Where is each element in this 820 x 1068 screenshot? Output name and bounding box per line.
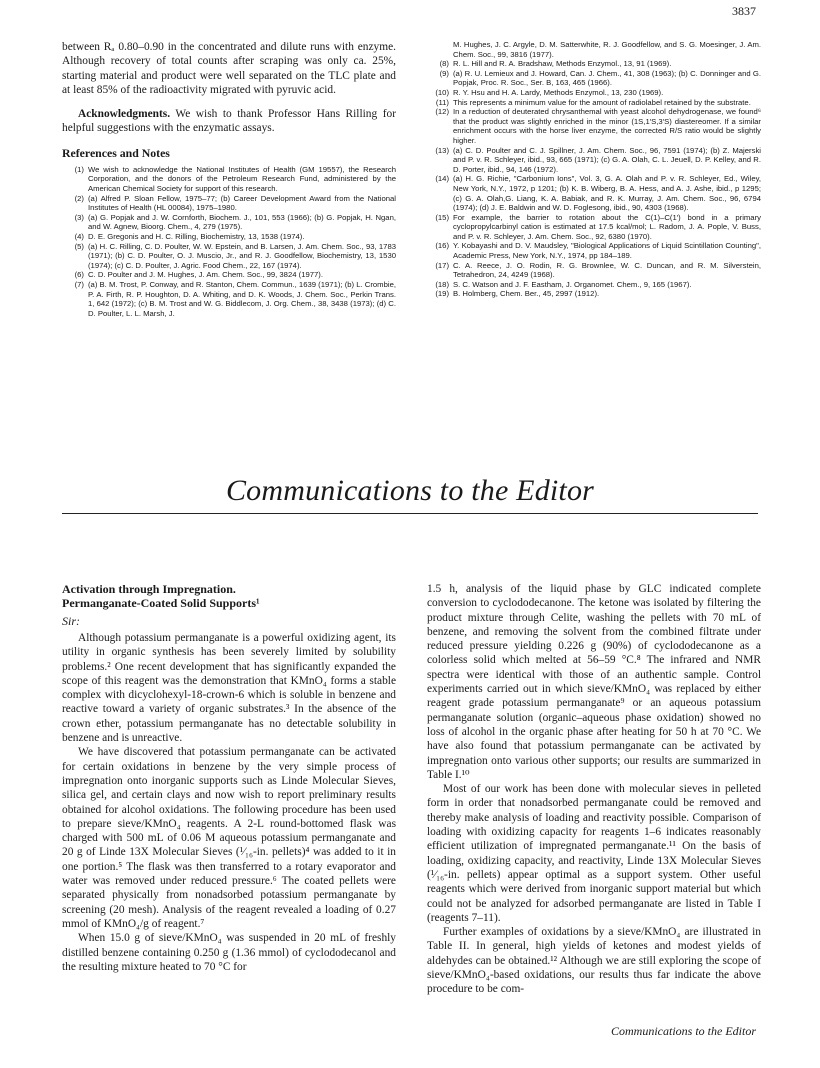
article-left-column [62,582,396,974]
reference-text: R. Y. Hsu and H. A. Lardy, Methods Enzymol., 13, 230 (1969). [453,87,664,97]
reference-text: Y. Kobayashi and D. V. Maudsley, "Biological Applications of Liquid Scintillation Counting", Academic Press, New York, N.Y., 1974, pp 184–189. [453,241,761,261]
article-paragraph: Further examples of oxidations by a sieve/KMnO₄ are illustrated in Table II. In general, high yields of ketones and modest yields of aldehydes can be obtained.¹² Although we are still exploring the scope of sieve/KMnO₄-based oxidations, our results thus far indicate the above procedure to be com- [427,926,761,996]
reference-text: C. D. Poulter and J. M. Hughes, J. Am. Chem. Soc., 99, 3824 (1977). [88,270,324,280]
reference-number: (8) [439,59,449,69]
reference-text: (a) R. U. Lemieux and J. Howard, Can. J. Chem., 41, 308 (1963); (b) C. Donninger and G. Popjak, Proc. R. Soc., Ser. B, 163, 465 (1966). [453,68,761,88]
reference-number: (5) [74,241,84,251]
reference-number: (1) [74,164,84,174]
reference-number: (7) [74,279,84,289]
reference-item [427,40,761,59]
reference-item [62,165,396,194]
reference-number: (11) [435,97,449,107]
reference-text: B. Holmberg, Chem. Ber., 45, 2997 (1912). [453,289,600,299]
reference-text: R. L. Hill and R. A. Bradshaw, Methods Enzymol., 13, 91 (1969). [453,59,672,69]
references-list-left [62,165,396,319]
reference-item [427,146,761,175]
article-title [62,582,396,610]
reference-number: (12) [435,107,449,117]
reference-text: (a) G. Popjak and J. W. Cornforth, Biochem. J., 101, 553 (1966); (b) G. Popjak, H. Ngan, and W. Agnew, Bioorg. Chem., 4, 279 (1975). [88,212,396,232]
reference-item [62,270,396,280]
reference-item [62,280,396,318]
top-left-column [62,40,396,318]
running-footer: Communications to the Editor [611,1024,756,1038]
section-title: Communications to the Editor [225,474,595,507]
reference-number: (4) [74,231,84,241]
reference-text: (a) Alfred P. Sloan Fellow, 1975–77; (b) Career Development Award from the National Institutes of Health (HL 00084), 1975–1980. [88,193,396,213]
reference-number: (3) [74,212,84,222]
reference-text: (a) H. G. Richie, "Carbonium Ions", Vol. 3, G. A. Olah and P. v. R. Schleyer, Ed., Wiley, New York, N.Y., 1972, p 1201; (b) K. B. Wiberg, B. A. Hess, and A. J. Ashe, ibid., p 1295; (c) G. A. Olah,G. Liang, K. A. Babiak, and R. K. Murray, J. Am. Chem. Soc., 96, 6794 (1974); (d) J. E. Baldwin and W. D. Foglesong, ibid., 90, 4303 (1968). [453,174,761,213]
reference-text: This represents a minimum value for the amount of radiolabel retained by the substrate. [453,97,751,107]
reference-item [62,242,396,271]
references-list-right [427,40,761,299]
article-right-column [427,582,761,997]
reference-text: S. C. Watson and J. F. Eastham, J. Organomet. Chem., 9, 165 (1967). [453,279,692,289]
acknowledgments-text: We wish to thank Professor Hans Rilling for helpful suggestions with the enzymatic assays. [62,108,396,135]
reference-text: In a reduction of deuterated chrysanthemal with yeast alcohol dehydrogenase, we found⁶ that the product was slightly enriched in the minor (1S,1′S,3′S) diastereomer. If a similar enrichment occurs with the horse liver enzyme, the corrected R/S ratio would be slightly higher. [453,107,761,145]
reference-text: (a) B. M. Trost, P. Conway, and R. Stanton, Chem. Commun., 1639 (1971); (b) L. Crombie, P. A. Firth, R. P. Houghton, D. A. Whiting, and D. K. Woods, J. Chem. Soc., Perkin Trans. 1, 642 (1972); (c) B. M. Trost and W. G. Biddlecom, J. Org. Chem., 38, 3438 (1973); (d) C. D. Poulter, L. L. Marsh, J. [88,279,396,318]
reference-item [427,59,761,69]
article-title-line-2: Permanganate-Coated Solid Supports¹ [62,596,260,610]
reference-number: (16) [435,241,449,251]
top-right-column [427,40,761,299]
reference-number: (10) [435,87,449,97]
reference-text: We wish to acknowledge the National Institutes of Health (GM 19557), the Research Corporation, and the donors of the Petroleum Research Fund, administered by the American Chemical Society for support of this research. [88,164,396,193]
reference-number: (14) [435,174,449,184]
reference-item [427,241,761,260]
page-number: 3837 [732,4,756,18]
reference-text: M. Hughes, J. C. Argyle, D. M. Satterwhite, R. J. Goodfellow, and S. G. Moesinger, J. Am. Chem. Soc., 99, 3816 (1977). [453,40,761,59]
reference-item [62,194,396,213]
reference-text: C. A. Reece, J. O. Rodin, R. G. Brownlee, W. C. Duncan, and R. M. Silverstein, Tetrahedron, 24, 4249 (1968). [453,260,761,280]
reference-text: For example, the barrier to rotation about the C(1)–C(1′) bond in a primary cyclopropylcarbinyl cation is estimated at 17.5 kcal/mol; L. Radom, J. A. Pople, V. Buss, and P. v. R. Schleyer, J. Am. Chem. Soc., 92, 6380 (1970). [453,212,761,241]
article-paragraph: Most of our work has been done with molecular sieves in pelleted form in order that nonadsorbed permanganate could be removed and thereby make analysis of loading and reactivity possible. Comparison of loading with oxidizing capacity for reagents 1–6 indicates reasonably efficient utilization of impregnated permanganate.¹¹ On the basis of loading, oxidizing capacity, and reactivity, Linde 13X Molecular Sieves (¹⁄₁₆-in. pellets) appear optimal as a support system. Other useful reagents which were derived from inorganic support material but which could not be analyzed for adsorbed permanganate are listed in Table I (reagents 7–11). [427,783,761,924]
reference-number: (9) [439,68,449,78]
reference-number [427,40,453,59]
reference-item [427,289,761,299]
reference-item [427,174,761,212]
references-heading: References and Notes [62,145,170,160]
reference-item [427,69,761,88]
reference-item [427,88,761,98]
reference-number: (17) [435,260,449,270]
reference-item [62,213,396,232]
reference-item [427,98,761,108]
acknowledgments-title: Acknowledgments. [78,108,171,121]
section-divider [62,513,758,514]
reference-item [427,261,761,280]
reference-number: (13) [435,145,449,155]
reference-number: (6) [74,270,84,280]
reference-text: (a) H. C. Rilling, C. D. Poulter, W. W. Epstein, and B. Larsen, J. Am. Chem. Soc., 93, 1783 (1971); (b) C. D. Poulter, O. J. Muscio, Jr., and R. J. Goodfellow, Biochemistry, 13, 1530 (1974); (c) C. D. Poulter, J. Agric. Food Chem., 22, 167 (1974). [88,241,396,270]
reference-number: (18) [435,279,449,289]
article-paragraph: Although potassium permanganate is a powerful oxidizing agent, its utility in organic synthesis has been severely limited by solubility problems.² One recent development that has significantly expanded the scope of this reagent was the demonstration that KMnO₄ forms a stable complex with dicyclohexyl-18-crown-6 which is soluble in benzene and reactive toward a variety of organic substrates.³ In the absence of the crown ether, potassium permanganate has no detectable solubility in benzene and is unreactive. [62,632,396,745]
article-paragraph: We have discovered that potassium permanganate can be activated for certain oxidations in benzene by the very simple process of impregnation onto inorganic supports such as Linde Molecular Sieves, silica gel, and certain clays and now wish to report preliminary results obtained for alcohol oxidations. The following procedure has been used to prepare sieve/KMnO₄ reagents. A 2-L round-bottomed flask was charged with 500 mL of 0.06 M aqueous potassium permanganate and 20 g of Linde 13X Molecular Sieves (¹⁄₁₆-in. pellets)⁴ was added to it in one portion.⁵ The flask was then transferred to a rotary evaporator and water was removed under reduced pressure.⁶ The coated pellets were separated physically from nonadsorbed potassium permanganate by screening (20 mesh). Analysis of the reagent revealed a loading of 0.27 mmol of KMnO₄/g of reagent.⁷ [62,746,396,930]
reference-number: (15) [435,212,449,222]
reference-item [427,213,761,242]
reference-text: D. E. Gregonis and H. C. Rilling, Biochemistry, 13, 1538 (1974). [88,231,305,241]
reference-item [427,280,761,290]
reference-item [62,232,396,242]
reference-text: (a) C. D. Poulter and C. J. Spillner, J. Am. Chem. Soc., 96, 7591 (1974); (b) Z. Majerski and P. v. R. Schleyer, ibid., 93, 665 (1971); (c) G. A. Olah, C. L. Jeuell, D. P. Kelley, and R. D. Porter, ibid., 94, 146 (1972). [453,145,761,174]
reference-number: (2) [74,193,84,203]
salutation: Sir: [62,614,80,628]
article-title-line-1: Activation through Impregnation. [62,582,236,596]
acknowledgments-paragraph [62,107,396,136]
reference-item [427,107,761,145]
article-paragraph: 1.5 h, analysis of the liquid phase by GLC indicated complete conversion to cyclododecanone. The ketone was isolated by filtering the product mixture through Celite, washing the pellets with 70 mL of benzene, and removing the solvent from the combined filtrate under reduced pressure yielding 0.226 g (90%) of cyclododecanone as a colorless solid which melted at 56–59 °C.⁸ The infrared and NMR spectra were identical with those of an authentic sample. Control experiments carried out in which sieve/KMnO₄ was replaced by either reagent grade potassium permanganate⁹ or an aqueous potassium permanganate solution (organic–aqueous phase oxidation) showed no loss of alcohol in the organic phase after heating for 50 h at 70 °C. We have also found that potassium permanganate can be activated by impregnation onto various other supports; our results are summarized in Table I.¹⁰ [427,583,761,781]
continuation-paragraph: between Rₐ 0.80–0.90 in the concentrated and dilute runs with enzyme. Although recovery of total counts after scraping was only ca. 25%, starting material and product were well separated on the TLC plate and at least 85% of the radioactivity migrated with pyruvic acid. [62,41,396,96]
article-paragraph: When 15.0 g of sieve/KMnO₄ was suspended in 20 mL of freshly distilled benzene containing 0.250 g (1.36 mmol) of cyclododecanol and the resulting mixture heated to 70 °C for [62,932,396,973]
reference-number: (19) [435,289,449,299]
